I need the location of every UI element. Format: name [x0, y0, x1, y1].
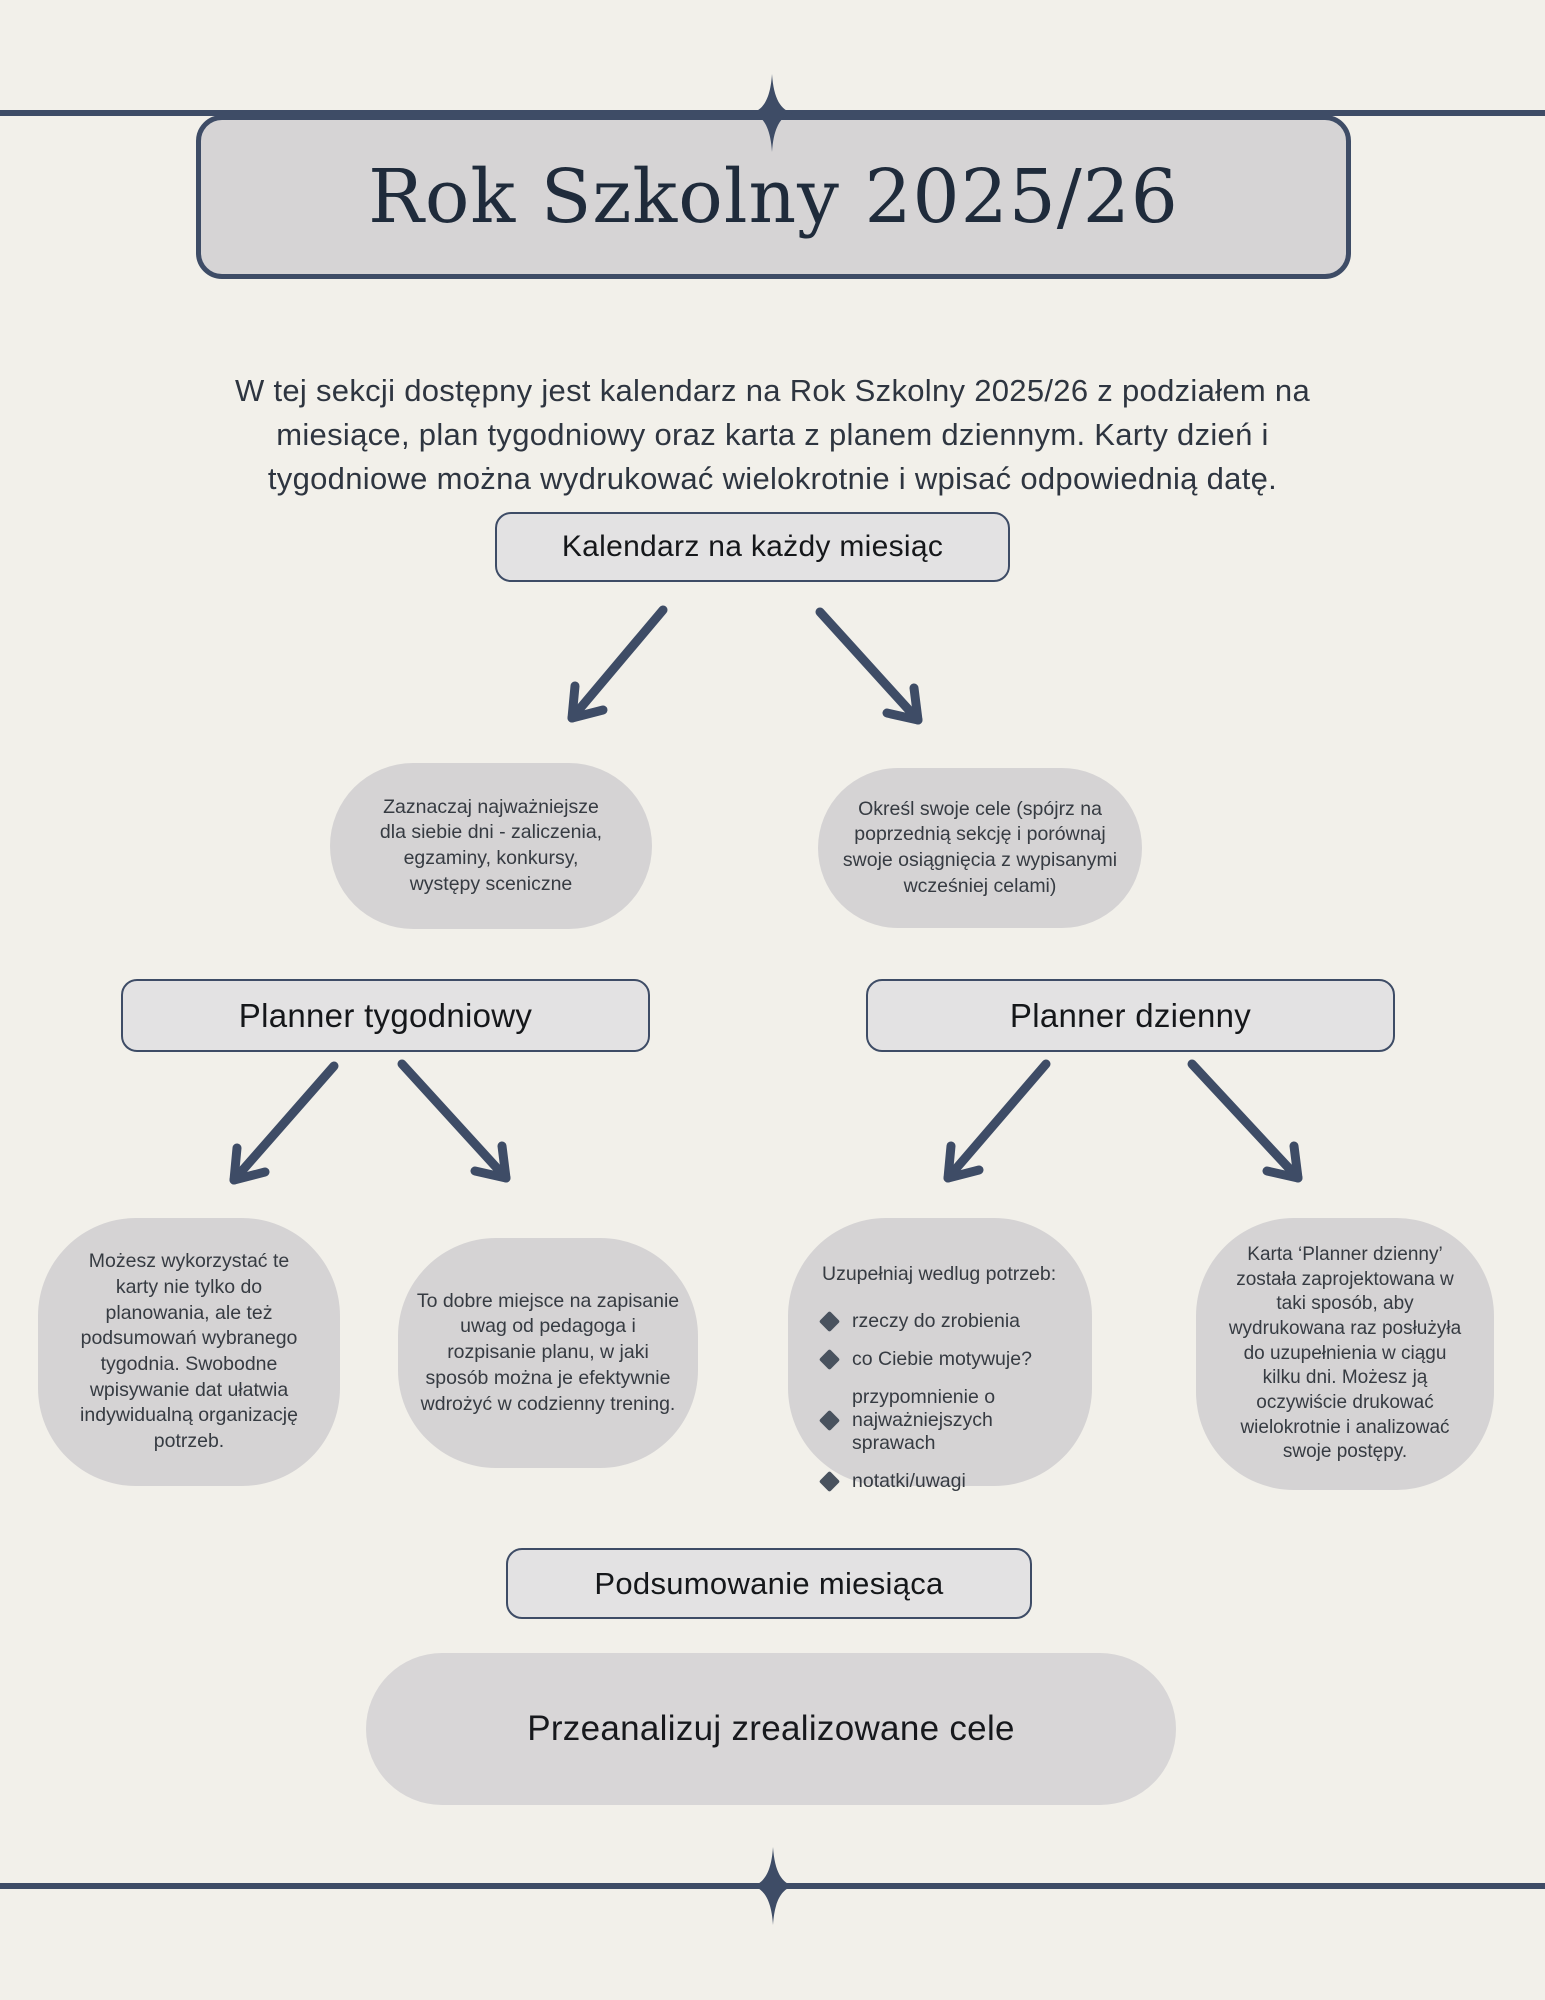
bubble-daily-design — [1196, 1218, 1494, 1490]
bubble-weekly-notes-text: To dobre miejsce na zapisanie uwag od pedagoga i rozpisanie planu, w jaki sposób można je efektywnie wdrożyć w codzienny trening. — [416, 1289, 680, 1415]
arrow-daily-to-checklist — [948, 1064, 1046, 1178]
checklist-item — [822, 1386, 1080, 1455]
checklist-item — [822, 1310, 1080, 1333]
page-title: Rok Szkolny 2025/26 — [368, 154, 1179, 240]
final-goal-text: Przeanalizuj zrealizowane cele — [527, 1709, 1015, 1748]
diamond-bullet-icon — [819, 1471, 840, 1492]
sparkle-star-icon — [751, 1846, 795, 1926]
checklist-item-text: przypomnienie o najważniejszych sprawach — [852, 1385, 996, 1454]
arrow-calendar-to-mark-days — [572, 610, 663, 718]
bubble-mark-days — [330, 763, 652, 929]
node-calendar-label — [495, 512, 1010, 582]
node-month-summary-text: Podsumowanie miesiąca — [594, 1565, 944, 1601]
node-month-summary-label — [506, 1548, 1032, 1619]
checklist-title: Uzupełniaj wedlug potrzeb: — [822, 1263, 1057, 1285]
bubble-daily-checklist — [788, 1218, 1092, 1492]
node-daily-planner-label — [866, 979, 1395, 1052]
bubble-mark-days-text: Zaznaczaj najważniejsze dla siebie dni - zaliczenia, egzaminy, konkursy, występy sceniczne — [379, 795, 603, 895]
bubble-daily-design-text: Karta ‘Planner dzienny’ została zaprojektowana w taki sposób, aby wydrukowana raz posłużyła do uzupełnienia w ciągu kilku dni. Możesz ją oczywiście drukować wielokrotnie i analizować swoje postępy. — [1228, 1243, 1462, 1463]
checklist-item-text: rzeczy do zrobienia — [852, 1309, 1020, 1332]
diamond-bullet-icon — [819, 1311, 840, 1332]
checklist-item — [822, 1348, 1080, 1371]
sparkle-star-icon — [750, 73, 794, 153]
arrow-weekly-to-cards — [234, 1066, 334, 1180]
node-weekly-planner-text: Planner tygodniowy — [238, 996, 533, 1034]
checklist — [822, 1310, 1080, 1493]
arrow-calendar-to-goals — [820, 612, 918, 720]
diamond-bullet-icon — [819, 1410, 840, 1431]
bubble-weekly-cards-text: Możesz wykorzystać te karty nie tylko do planowania, ale też podsumowań wybranego tygodnia. Swobodne wpisywanie dat ułatwia indywidualną organizację potrzeb. — [80, 1250, 298, 1453]
bubble-weekly-cards — [38, 1218, 340, 1486]
node-daily-planner-text: Planner dzienny — [1009, 996, 1252, 1034]
arrow-weekly-to-notes — [402, 1064, 506, 1178]
bubble-weekly-notes — [398, 1238, 698, 1468]
bubble-define-goals — [818, 768, 1142, 928]
arrow-daily-to-design — [1192, 1064, 1298, 1178]
node-weekly-planner-label — [121, 979, 650, 1052]
final-goal-pill — [366, 1653, 1176, 1805]
bubble-define-goals-text: Określ swoje cele (spójrz na poprzednią sekcję i porównaj swoje osiągnięcia z wypisanymi wcześniej celami) — [842, 797, 1118, 897]
checklist-item-text: notatki/uwagi — [852, 1469, 966, 1492]
node-calendar-text: Kalendarz na każdy miesiąc — [561, 530, 944, 563]
checklist-item-text: co Ciebie motywuje? — [852, 1347, 1032, 1370]
diamond-bullet-icon — [819, 1349, 840, 1370]
checklist-item — [822, 1470, 1080, 1493]
intro-paragraph: W tej sekcji dostępny jest kalendarz na Rok Szkolny 2025/26 z podziałem na miesiące, plan tygodniowy oraz karta z planem dziennym. Karty dzień i tygodniowe można wydrukować wielokrotnie i wpisać odpowiednią datę. — [234, 373, 1311, 497]
